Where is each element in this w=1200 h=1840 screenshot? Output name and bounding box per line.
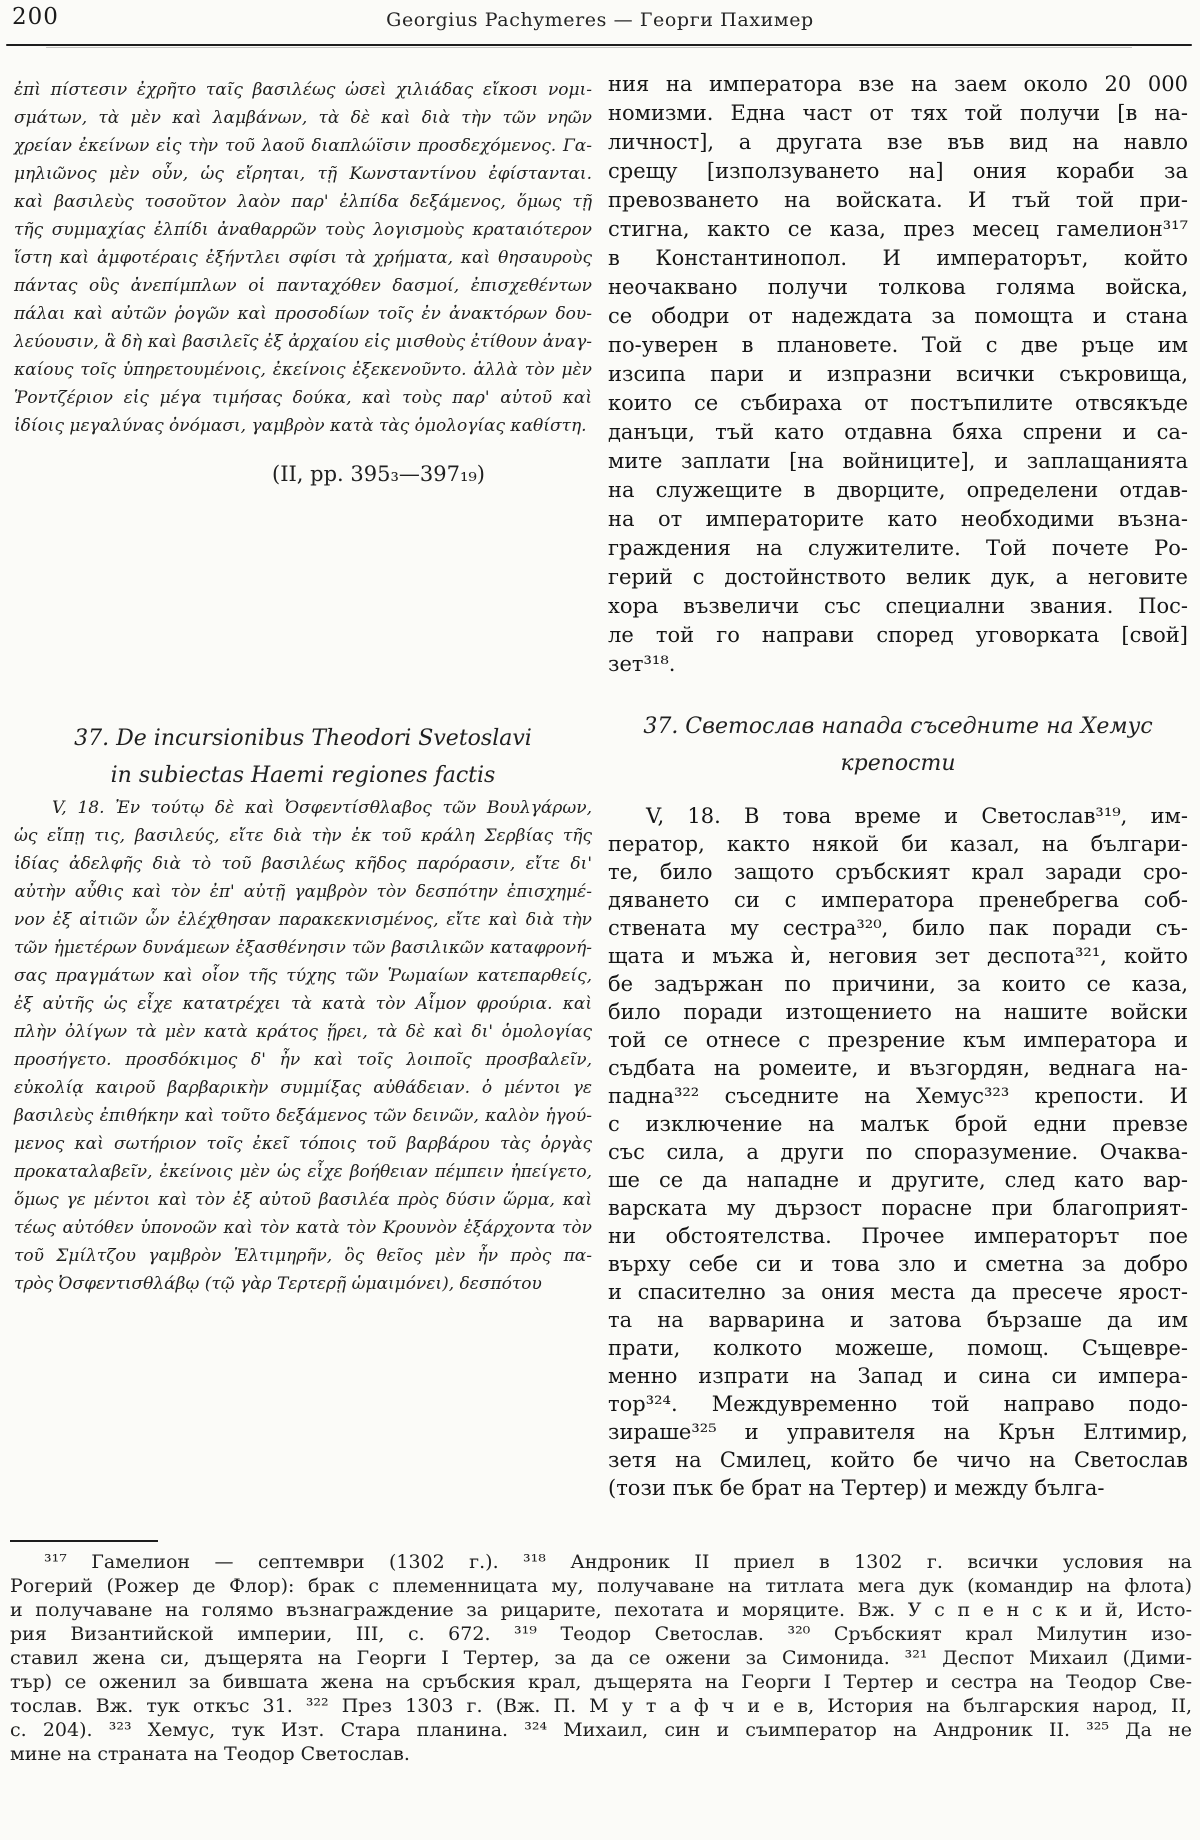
text-line: той се отнесе с презрение към императора и [608,1028,1188,1052]
text-line: ὅμως γε μέντοι καὶ τὸν ἐξ αὐτοῦ βασιλέα πρὸς δύσιν ὥρμα, καὶ [14,1190,592,1210]
text-line: със сила, а други по споразумение. Очаква- [608,1140,1188,1164]
text-line: стигна, както се каза, през месец гамелион³¹⁷ [608,217,1188,241]
text-line: ния на императора взе на заем около 20 000 [608,72,1188,96]
text-line: та на варварина и затова бързаше да им [608,1308,1188,1332]
text-line: менно изпрати на Запад и сина си импера- [608,1364,1188,1388]
greek-source-paragraph-2 [14,794,592,1298]
text-line: προσήγετο. προσδόκιμος δ' ἦν καὶ τοῖς λοιποῖς προσβαλεῖν, [14,1050,592,1070]
text-line: σμάτων, τὰ μὲν καὶ λαμβάνων, τὰ δὲ καὶ διὰ τὴν τῶν νηῶν [14,108,592,128]
text-line: πλὴν ὀλίγων τὰ μὲν κατὰ κράτος ᾕρει, τὰ δὲ καὶ δι' ὁμολογίας [14,1022,592,1042]
text-line: (този пък бе брат на Тертер) и между бълга- [608,1476,1105,1500]
text-line: εὐκολίᾳ καιροῦ βαρβαρικὴν συμμίξας αὐθάδειαν. ὁ μέντοι γε [14,1078,592,1098]
running-title: Georgius Pachymeres — Георги Пахимер [386,9,814,31]
text-line: ставил жена си, дъщерята на Георги I Тертер, за да се ожени за Симонида. ³²¹ Деспот Михаил (Дими- [10,1647,1192,1669]
bulgarian-translation-paragraph-1 [608,70,1188,679]
latin-section-heading [14,720,592,794]
text-line: βασιλεὺς ἐπιθήκην καὶ τοῦτο δεξάμενος τῶν δεινῶν, καλὸν ἡγού- [14,1106,592,1126]
text-line: ἐξ αὐτῆς ὡς εἶχε κατατρέχει τὰ κατὰ τὸν Αἷμον φρούρια. καὶ [14,994,592,1014]
text-line: тор³²⁴. Междувременно той направо подо- [608,1392,1188,1416]
text-line: срещу [използуването на] ония кораби за [608,159,1188,183]
text-line: 37. Светослав напада съседните на Хемус [643,714,1153,739]
text-line: изсипа пари и изпразни всички съкровища, [608,362,1188,386]
text-line: ὡς εἴπῃ τις, βασιλεύς, εἴτε διὰ τὴν ἐκ τοῦ κράλη Σερβίας τῆς [14,826,592,846]
text-line: с. 204). ³²³ Хемус, тук Изт. Стара планина. ³²⁴ Михаил, син и съимператор на Андроник II. ³²⁵ Да не [10,1719,1192,1741]
text-line: χρείαν ἐκείνων εἰς τὴν τοῦ λαοῦ διαπλώϊσιν προσδεχόμενος. Γα- [14,136,592,156]
text-line: ше се да нападне и другите, след като вар- [608,1168,1188,1192]
greek-source-paragraph-1 [14,76,592,440]
footnotes-block [10,1550,1192,1766]
text-line: αὐτὴν αὖθις καὶ τὸν ἐπ' αὐτῇ γαμβρὸν τὸν δεσπότην ἐπισχημέ- [14,882,592,902]
text-line: се ободри от надеждата за помощта и стана [608,304,1188,328]
text-line: щата и мъжа ѝ, неговия зет деспота³²¹, който [608,944,1188,968]
text-line: ператор, както някой би казал, на българи- [608,832,1188,856]
text-line: καίους τοῖς ὑπηρετουμένοις, ἐκείνοις ἐξεκενοῦντο. ἀλλὰ τὸν μὲν [14,360,592,380]
text-line: тослав. Вж. тук откъс 31. ³²² През 1303 г. (Вж. П. М у т а ф ч и е в, История на българския народ, II, [10,1695,1192,1717]
text-line: и спасително за ония места да пресече ярост- [608,1280,1188,1304]
page-number: 200 [12,4,59,30]
text-line: ле той го направи според уговорката [свой] [608,623,1188,647]
text-line: τοῦ Σμίλτζου γαμβρὸν Ἐλτιμηρῆν, ὃς θεῖος μὲν ἦν πρὸς πα- [14,1246,592,1266]
text-line: на служещите в дворците, определени отдав- [608,478,1188,502]
text-line: πάλαι καὶ αὐτῶν ῥογῶν καὶ προσοδίων τοῖς ἐν ἀνακτόρων δου- [14,304,592,324]
text-line: λεύουσιν, ἃ δὴ καὶ βασιλεῖς ἐξ ἀρχαίου εἰς μισθοὺς ἐτίθουν ἀναγ- [14,332,592,352]
text-line: ἐπὶ πίστεσιν ἐχρῆτο ταῖς βασιλέως ὡσεὶ χιλιάδας εἴκοσι νομι- [14,80,592,100]
text-line: σας πραγμάτων καὶ οἷον τῆς τύχης τῶν Ῥωμαίων κατεπαρθείς, [14,966,592,986]
text-line: τέως αὐτόθεν ὑπονοῶν καὶ τὸν κατὰ τὸν Κρουνὸν ἐξάρχοντα τὸν [14,1218,592,1238]
text-line: μενος καὶ σωτήριον τοῖς ἐκεῖ τόποις τοῦ βαρβάρου τὰς ὀργὰς [14,1134,592,1154]
text-line: с изключение на малък брой едни превзе [608,1112,1188,1136]
text-line: рия Византийской империи, III, с. 672. ³¹⁹ Теодор Светослав. ³²⁰ Сръбският крал Милутин изо- [10,1623,1192,1645]
text-line: варската му дързост порасне при благоприят- [608,1196,1188,1220]
text-line: данъци, тъй като отдавна бяха спрени и са- [608,420,1188,444]
text-line: номизми. Една част от тях той получи [в на- [608,101,1188,125]
text-line: ни обстоятелства. Прочее императорът пое [608,1224,1188,1248]
header-rule [6,44,1192,46]
text-line: личност], а другата взе във вид на навло [608,130,1188,154]
text-line: τῆς συμμαχίας ἐλπίδι ἀναθαρρῶν τοὺς λογισμοὺς κραταιότερον [14,220,592,240]
text-line: мите заплати [на войниците], и заплащанията [608,449,1188,473]
text-line: тър) се оженил за бившата жена на сръбския крал, дъщерята на Георги I Тертер и сестра на Теодор Све- [10,1671,1192,1693]
text-line: προκαταλαβεῖν, ἐκείνοις μὲν ὡς εἶχε βοήθειαν πέμπειν ἠπείγετο, [14,1162,592,1182]
text-line: дяването си с императора пренебрегва соб- [608,888,1188,912]
text-line: граждения на служителите. Той почете Ро- [608,536,1188,560]
text-line: крепости [840,751,956,776]
text-line: било поради изтощението на нашите войски [608,1000,1188,1024]
text-line: ³¹⁷ Гамелион — септември (1302 г.). ³¹⁸ Андроник II приел в 1302 г. всички условия на [44,1551,1192,1573]
bulgarian-section-heading [608,708,1188,782]
text-line: νον ἐξ αἰτιῶν ὧν ἐλέχθησαν παρακεκνισμένος, εἴτε καὶ διὰ τὴν [14,910,592,930]
text-line: и получаване на голямо възнаграждение за рицарите, пехотата и моряците. Вж. У с п е н с к и й, Исто- [10,1599,1192,1621]
text-line: ствената му сестра³²⁰, било пак поради съ- [608,916,1188,940]
text-line: те, било защото сръбският крал заради сро- [608,860,1188,884]
text-line: V, 18. В това време и Светослав³¹⁹, им- [646,804,1188,828]
text-line: падна³²² съседните на Хемус³²³ крепости. И [608,1084,1188,1108]
bulgarian-translation-paragraph-2 [608,802,1188,1502]
text-line: τῶν ἡμετέρων δυνάμεων ἐξασθένησιν τῶν βασιλικῶν καταφρονή- [14,938,592,958]
text-line: μηλιῶνος μὲν οὖν, ὡς εἴρηται, τῇ Κωνσταντίνου ἐφίστανται. [14,164,592,184]
text-line: които се събираха от постъпилите отвсякъде [608,391,1188,415]
text-line: съдбата на ромеите, и възгордян, веднага на- [608,1056,1188,1080]
text-line: зет³¹⁸. [608,652,676,676]
text-line: върху себе си и това зло и сметна за добро [608,1252,1188,1276]
text-line: V, 18. Ἐν τούτῳ δὲ καὶ Ὀσφεντίσθλαβος τῶν Βουλγάρων, [52,798,592,818]
text-line: зираше³²⁵ и управителя на Крън Елтимир, [608,1420,1188,1444]
footnote-separator-rule [10,1540,158,1542]
text-line: in subiectas Haemi regiones factis [110,763,496,788]
text-line: ἵστη καὶ ἀμφοτέραις ἐξήντλει σφίσι τὰ χρήματα, καὶ θησαυροὺς [14,248,592,268]
text-line: ἰδίας ἀδελφῆς διὰ τὸ τοῦ βασιλέως κῆδος παρόρασιν, εἴτε δι' [14,854,592,874]
text-line: по-уверен в плановете. Той с две ръце им [608,333,1188,357]
source-citation: (II, pp. 395₃—397₁₉) [272,462,485,486]
text-line: 37. De incursionibus Theodori Svetoslavi [74,726,532,751]
text-line: герий с достойнството велик дук, а неговите [608,565,1188,589]
text-line: зетя на Смилец, който бе чичо на Светослав [608,1448,1188,1472]
text-line: бе задържан по причини, за които се каза, [608,972,1188,996]
text-line: хора възвеличи със специални звания. Пос- [608,594,1188,618]
text-line: ἰδίοις μεγαλύνας ὀνόμασι, γαμβρὸν κατὰ τὰς ὁμολογίας καθίστη. [14,416,587,436]
text-line: мине на страната на Теодор Светослав. [10,1743,410,1765]
text-line: на от императорите като необходими възна- [608,507,1188,531]
text-line: Рогерий (Рожер де Флор): брак с племенницата му, получаване на титлата мега дук (командир на флота) [10,1575,1192,1597]
text-line: в Константинопол. И императорът, който [608,246,1188,270]
text-line: Ῥοντζέριον εἰς μέγα τιμήσας δούκα, καὶ τοὺς παρ' αὐτοῦ καὶ [14,388,592,408]
text-line: прати, колкото можеше, помощ. Същевре- [608,1336,1188,1360]
text-line: τρὸς Ὀσφεντισθλάβῳ (τῷ γὰρ Τερτερῇ ὡμαιμόνει), δεσπότου [14,1274,542,1294]
text-line: καὶ βασιλεὺς τοσοῦτον λαὸν παρ' ἐλπίδα δεξάμενος, ὅμως τῇ [14,192,592,212]
text-line: превозването на войската. И тъй той при- [608,188,1188,212]
text-line: πάντας οὓς ἀνεπίμπλων οἱ πανταχόθεν δασμοί, ἐπισχεθέντων [14,276,592,296]
text-line: неочаквано получи толкова голяма войска, [608,275,1188,299]
